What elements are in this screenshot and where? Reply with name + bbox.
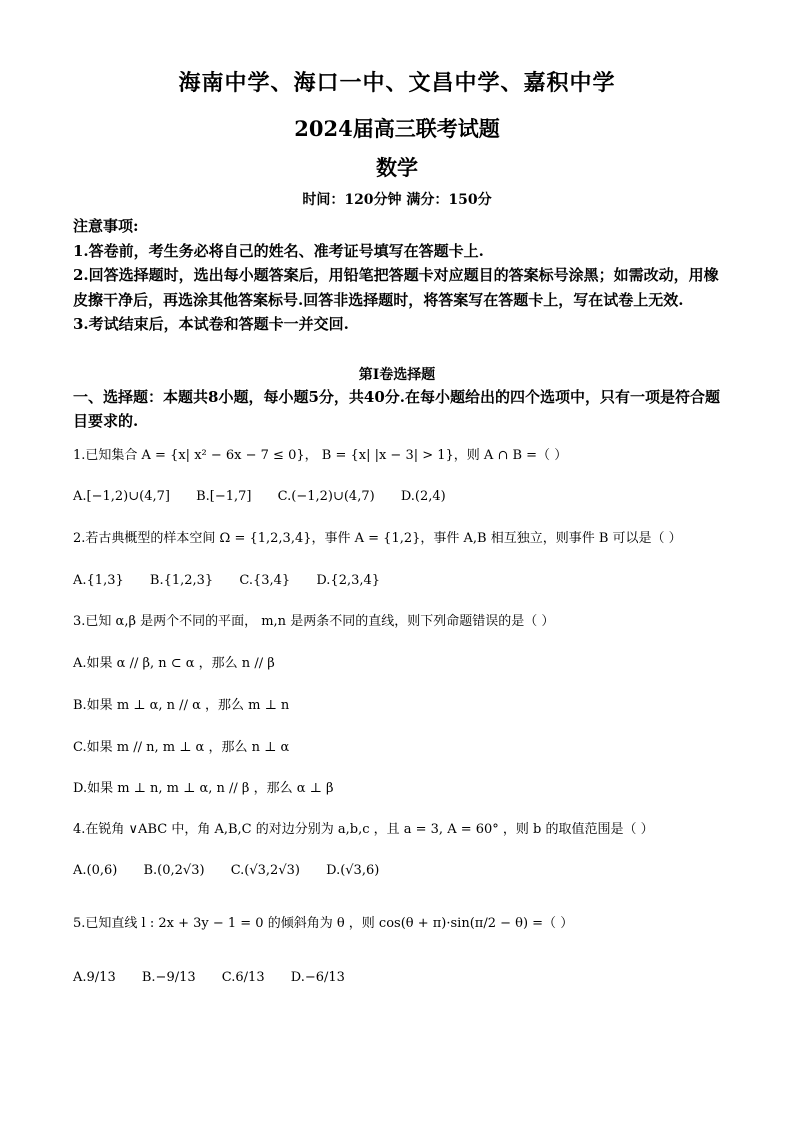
option-b: B.(0,2√3) xyxy=(143,863,205,878)
section-title: 第I卷选择题 xyxy=(358,367,436,383)
question-2-options xyxy=(73,571,402,591)
note-item: 3.考试结束后，本试卷和答题卡一并交回. xyxy=(73,315,349,333)
question-3-stem: 3.已知 α,β 是两个不同的平面， m,n 是两条不同的直线，则下列命题错误的是（ ） xyxy=(73,614,555,629)
question-2-stem: 2.若古典概型的样本空间 Ω = {1,2,3,4}，事件 A = {1,2}，事件 A,B 相互独立，则事件 B 可以是（ ） xyxy=(73,531,682,546)
option-a: A.(0,6) xyxy=(73,863,118,878)
question-5-options xyxy=(73,968,367,988)
question-3-option-c: C.如果 m // n, m ⊥ α ，那么 n ⊥ α xyxy=(73,740,290,755)
section-intro: 一、选择题：本题共8小题，每小题5分，共40分.在每小题给出的四个选项中，只有一项是符合题目要求的. xyxy=(73,388,720,430)
option-c: C.(−1,2)∪(4,7) xyxy=(277,489,375,504)
question-3-option-a: A.如果 α // β, n ⊂ α ，那么 n // β xyxy=(73,656,275,671)
option-a: A.[−1,2)∪(4,7] xyxy=(73,489,170,504)
option-c: C.{3,4} xyxy=(239,573,291,588)
question-5-stem: 5.已知直线 l : 2x + 3y − 1 = 0 的倾斜角为 θ ，则 cos(θ + π)·sin(π/2 − θ) =（ ） xyxy=(73,916,574,931)
option-b: B.[−1,7] xyxy=(196,489,252,504)
option-d: D.−6/13 xyxy=(290,970,345,985)
option-a: A.9/13 xyxy=(73,970,116,985)
question-3-option-d: D.如果 m ⊥ n, m ⊥ α, n // β ，那么 α ⊥ β xyxy=(73,781,334,796)
question-3-option-b: B.如果 m ⊥ α, n // α ，那么 m ⊥ n xyxy=(73,698,290,713)
notes-heading: 注意事项: xyxy=(73,217,139,235)
option-d: D.(√3,6) xyxy=(326,863,380,878)
subject-title: 数学 xyxy=(376,155,418,180)
question-4-options xyxy=(73,861,401,881)
option-b: B.{1,2,3} xyxy=(149,573,214,588)
option-d: D.{2,3,4} xyxy=(316,573,381,588)
notes-block xyxy=(73,214,723,337)
note-item: 2.回答选择题时，选出每小题答案后，用铅笔把答题卡对应题目的答案标号涂黑；如需改动，用橡皮擦干净后，再选涂其他答案标号.回答非选择题时，将答案写在答题卡上，写在试卷上无效. xyxy=(73,266,719,309)
option-d: D.(2,4) xyxy=(400,489,446,504)
question-1-stem: 1.已知集合 A = {x| x² − 6x − 7 ≤ 0}， B = {x| |x − 3| > 1}，则 A ∩ B =（ ） xyxy=(73,448,568,463)
note-item: 1.答卷前，考生务必将自己的姓名、准考证号填写在答题卡上. xyxy=(73,241,484,260)
schools-title: 海南中学、海口一中、文昌中学、嘉积中学 xyxy=(178,70,616,96)
option-b: B.−9/13 xyxy=(141,970,196,985)
time-info: 时间：120分钟 满分：150分 xyxy=(302,192,492,208)
exam-title: 2024届高三联考试题 xyxy=(294,116,500,141)
option-c: C.(√3,2√3) xyxy=(230,863,300,878)
question-1-options xyxy=(73,487,468,507)
option-c: C.6/13 xyxy=(221,970,265,985)
question-4-stem: 4.在锐角 ∨ABC 中，角 A,B,C 的对边分别为 a,b,c ，且 a = 3, A = 60° ，则 b 的取值范围是（ ） xyxy=(73,822,654,837)
option-a: A.{1,3} xyxy=(73,573,124,588)
